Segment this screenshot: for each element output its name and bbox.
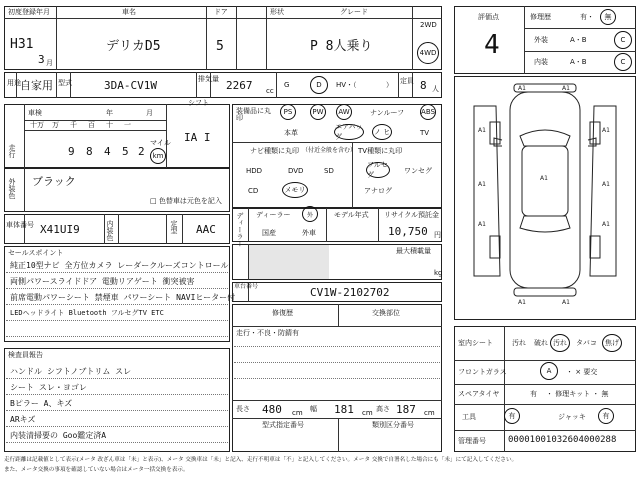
spare-option: ・ 修理キット ・ 無	[546, 390, 609, 398]
shift-value: IA I	[184, 131, 211, 144]
equip-tv: TV	[420, 129, 430, 137]
use-label: 用途	[7, 79, 21, 87]
dealer-domestic: 国産	[262, 229, 276, 237]
wheel-fl	[490, 122, 500, 144]
damage-label: A1	[602, 181, 610, 188]
remarks-line: ARキズ	[10, 415, 36, 424]
engine-label: 定型	[170, 220, 178, 234]
reg-month-unit: 月	[46, 59, 53, 67]
tv-oneseg: ワンセグ	[404, 167, 432, 175]
inspection-label: 車検	[28, 109, 42, 117]
equip-aw-circle: AW	[336, 104, 352, 120]
exchange-label: 交換部位	[372, 309, 400, 317]
width-unit: cm	[362, 409, 373, 417]
damage-label: A1	[602, 127, 610, 134]
navi-hdd: HDD	[246, 167, 263, 175]
glass-label: フロントガラス	[458, 368, 507, 376]
exterior-selected-circle: C	[614, 31, 632, 49]
length-label: 長さ	[236, 405, 250, 413]
damage-label: A1	[602, 221, 610, 228]
dealer-section-label: ディーラー	[236, 212, 244, 247]
mileage-digit: 8	[86, 145, 93, 158]
grade-value: P 8人乗り	[310, 39, 373, 54]
cc-value: 2267	[226, 79, 253, 92]
model-label: 型式	[58, 79, 72, 87]
sales-point-line: 両側パワースライドドア 電動リアゲート 衝突被害	[10, 277, 195, 286]
height-unit: cm	[424, 409, 435, 417]
seat-dirt-circle: 汚れ	[550, 334, 570, 352]
tools-selected-circle: 有	[504, 408, 520, 424]
spare-option: 有	[530, 390, 537, 398]
car-rear-window	[520, 216, 570, 232]
digit-label-10: 十	[106, 121, 113, 129]
car-body-outline	[510, 92, 580, 288]
height-label: 高さ	[376, 405, 390, 413]
car-name-value: デリカD5	[106, 39, 161, 54]
capacity-label: 定員	[400, 77, 414, 85]
equipment-label: 装備品に丸印	[236, 107, 271, 122]
use-value: 自家用	[20, 79, 53, 92]
capacity-value: 8	[420, 79, 427, 92]
model-year-label: モデル年式	[334, 211, 369, 219]
remarks-line: シート スレ・ヨゴレ	[10, 383, 87, 392]
car-name-label: 車名	[122, 8, 136, 16]
fuel-hv: HV・（	[336, 81, 357, 89]
seat-option: 破れ	[534, 339, 548, 347]
cc-unit: cc	[266, 87, 274, 95]
interior-label: 内装	[534, 58, 548, 66]
navi-dvd: DVD	[288, 167, 304, 175]
damage-label: A1	[518, 299, 526, 306]
footer-line-2: また、メータ交換の事項を確認していない場合はメータ一括交換を表示。	[4, 467, 189, 473]
grade-label: グレード	[340, 8, 368, 16]
color-note: □ 色替車は元色を記入	[150, 197, 222, 205]
cc-label: 排気量	[198, 75, 219, 83]
reg-year-value: H31	[10, 37, 34, 52]
door-value: 5	[216, 39, 224, 54]
car-diagram	[454, 76, 636, 320]
interior-color-label: 内装色	[106, 220, 114, 241]
spare-label: スペアタイヤ	[458, 390, 500, 398]
navi-cd: CD	[248, 187, 259, 195]
digit-label-1k: 千	[70, 121, 77, 129]
car-windshield	[520, 130, 570, 146]
reg-year-label: 初度登録年月	[8, 8, 50, 16]
interior-options: A・B	[570, 58, 587, 66]
vin-value: CV1W-2102702	[310, 286, 390, 299]
mileage-digit: 5	[122, 145, 129, 158]
digit-label-1: 一	[124, 121, 131, 129]
jack-label: ジャッキ	[558, 413, 586, 421]
inspection-month-label: 月	[146, 109, 153, 117]
mileage-digit: 9	[68, 145, 75, 158]
recycle-unit: 円	[434, 231, 441, 239]
frame-label: 車体番号	[6, 221, 34, 229]
dealer-label: ディーラー	[256, 211, 291, 219]
mirror-right	[588, 138, 596, 146]
wheel-fr	[590, 122, 600, 144]
damage-label: A1	[540, 175, 548, 182]
mileage-section-label: 走行	[8, 144, 16, 158]
dealer-import: 外車	[302, 229, 316, 237]
length-unit: cm	[292, 409, 303, 417]
shift-label: シフト	[188, 99, 209, 107]
repair-selected-circle: 無	[600, 9, 616, 25]
mirror-left	[494, 138, 502, 146]
exchange-value: 走行・不良・防錆有	[236, 329, 299, 337]
mgmt-label: 管理番号	[458, 437, 486, 445]
tv-label: TV種類に丸印	[358, 147, 403, 155]
tv-fullseg-circle: フルセグ	[366, 162, 390, 178]
width-value: 181	[334, 403, 354, 416]
equip-ps-circle: PS	[280, 104, 296, 120]
repair-options: 有・	[580, 13, 594, 21]
sales-points-title: セールスポイント	[8, 249, 64, 257]
wheel-rl	[490, 236, 500, 258]
wheel-rr	[590, 236, 600, 258]
repair-history-label: 修理歴	[530, 13, 551, 21]
plate-label: 型式指定番号	[262, 421, 304, 429]
category-label: 類別区分番号	[372, 421, 414, 429]
sales-point-line: 純正10型ナビ 全方位カメラ レーダークルーズコントロール	[10, 261, 229, 270]
digit-label-100k: 十万	[30, 121, 44, 129]
remarks-line: ハンドル シフトノブトリム スレ	[10, 367, 132, 376]
equip-airbag-circle: エアバッグ	[335, 123, 363, 141]
repair-history-note-label: 修復歴	[272, 309, 293, 317]
rear-bumper	[514, 288, 576, 296]
navi-sd: SD	[324, 167, 334, 175]
load-label: 最大積載量	[396, 247, 431, 255]
mileage-unit-mile: マイル	[150, 139, 171, 147]
equip-leather2-circle: ノ ヒ	[372, 124, 392, 140]
digit-label-10k: 万	[52, 121, 59, 129]
shape-label: 形状	[270, 8, 284, 16]
length-value: 480	[262, 403, 282, 416]
recycle-value: 10,750	[388, 225, 428, 238]
navi-memory-circle: メモリ	[282, 182, 308, 198]
sales-point-line: LEDヘッドライト Bluetooth フルセグTV ETC	[10, 309, 164, 317]
capacity-unit: 人	[432, 85, 439, 93]
drive-label: 2WD	[420, 21, 437, 29]
tv-analog: アナログ	[364, 187, 392, 195]
color-value: ブラック	[32, 175, 76, 188]
exterior-label: 外装	[534, 36, 548, 44]
seat-option: 汚れ	[512, 339, 526, 347]
vin-label: 車台番号	[234, 283, 259, 290]
equip-sunroof: ナンルーフ	[370, 109, 405, 117]
fuel-g: G	[284, 81, 290, 89]
sales-point-line: 前席電動パワーシート 禁煙車 パワーシート NAVIヒーター付	[10, 293, 236, 302]
footer-line-1: 走行距離は記載値として表示(メータ 改ざん車は「未」と表示)、メータ 交換車は「未」と記入、走行不明車は「不」と記入してください。メータ 交換で自署名した場合にも「未」にて記入してください。	[4, 457, 518, 463]
glass-selected-circle: A	[540, 362, 558, 380]
damage-label: A1	[478, 181, 486, 188]
drive-4wd-circle: 4WD	[417, 42, 439, 64]
damage-label: A1	[478, 221, 486, 228]
jack-selected-circle: 有	[598, 408, 614, 424]
damage-label: A1	[562, 85, 570, 92]
exterior-options: A・B	[570, 36, 587, 44]
fuel-d-circle: D	[310, 76, 328, 94]
score-value: 4	[484, 30, 500, 60]
mileage-digit: 2	[138, 145, 145, 158]
width-label: 幅	[310, 405, 317, 413]
fuel-close: ）	[386, 81, 393, 89]
seat-label: 室内シート	[458, 339, 493, 347]
damage-label: A1	[562, 299, 570, 306]
load-unit: kg	[434, 269, 443, 277]
frame-value: X41UI9	[40, 223, 80, 236]
damage-label: A1	[518, 85, 526, 92]
navi-note: （付近全般を含む）	[302, 147, 357, 154]
recycle-label: リサイクル預託金	[384, 211, 440, 219]
equip-leather: 本革	[284, 129, 298, 137]
seat-option: タバコ	[576, 339, 597, 347]
color-label: 外装色	[8, 178, 16, 199]
remarks-line: Bピラー A、キズ	[10, 399, 73, 408]
inspection-year-label: 年	[106, 109, 113, 117]
tools-label: 工具	[462, 413, 476, 421]
equip-abs-circle: ABS	[420, 104, 436, 120]
interior-selected-circle: C	[614, 53, 632, 71]
model-value: 3DA-CV1W	[104, 79, 157, 92]
navi-label: ナビ種類に丸印	[250, 147, 299, 155]
damage-label: A1	[478, 127, 486, 134]
dealer-selected-circle: 外	[302, 206, 318, 222]
engine-value: AAC	[196, 223, 216, 236]
glass-options: ・ × 要交	[566, 368, 598, 376]
mgmt-value: 00001001032604000288	[508, 435, 617, 445]
mileage-unit-km-circle: km	[150, 148, 166, 164]
remarks-line: 内装清掃要の Goo鑑定済A	[10, 431, 107, 440]
height-value: 187	[396, 403, 416, 416]
mileage-digit: 4	[104, 145, 111, 158]
remarks-title: 検査員報告	[8, 351, 43, 359]
equip-pw-circle: PW	[310, 104, 326, 120]
digit-label-100: 百	[88, 121, 95, 129]
reg-month-value: 3	[38, 53, 45, 66]
door-label: ドア	[214, 8, 228, 16]
seat-burn-circle: 焦げ	[602, 334, 622, 352]
score-label: 評価点	[478, 13, 499, 21]
